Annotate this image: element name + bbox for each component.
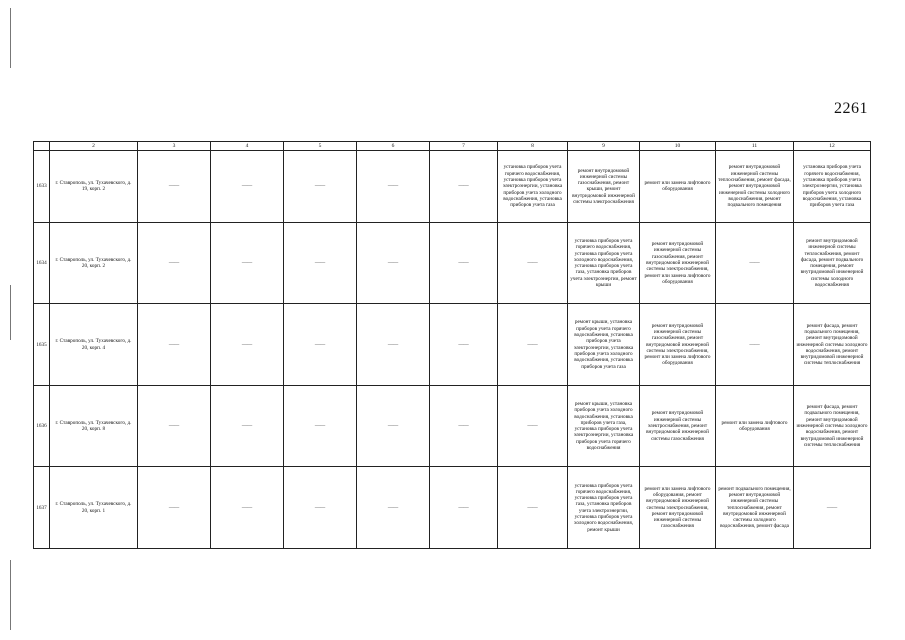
margin-mark-top xyxy=(10,8,11,68)
dash-cell: —— xyxy=(357,467,430,549)
dash-cell: —— xyxy=(211,385,284,467)
works-cell: ремонт внутридомовой инженерной системы газоснабжения, ремонт внутридомовой инженерной системы электроснабжения, ремонт или замена лифтового оборудования xyxy=(640,222,716,304)
row-number: 1637 xyxy=(34,467,50,549)
works-cell: ремонт крыши, установка приборов учета холодного водоснабжения, установка приборов учета газа, установка приборов учета электроэнергии, установка приборов учета горячего водоснабжения xyxy=(568,385,640,467)
dash-cell: —— xyxy=(498,385,568,467)
dash-cell: —— xyxy=(211,151,284,223)
dash-cell: —— xyxy=(138,222,211,304)
col-header-4: 4 xyxy=(211,142,284,151)
address-cell: г. Ставрополь, ул. Тухачевского, д. 20, корп. 2 xyxy=(50,222,138,304)
dash-cell: —— xyxy=(284,304,357,386)
works-cell: установка приборов учета горячего водоснабжения, установка приборов учета электроэнергии, установка приборов учета холодного водоснабжения, установка приборов учета газа xyxy=(498,151,568,223)
dash-cell: —— xyxy=(284,467,357,549)
works-cell: ремонт внутридомовой инженерной системы газоснабжения, ремонт крыши, ремонт внутридомовой инженерной системы электроснабжения xyxy=(568,151,640,223)
works-cell: ремонт внутридомовой инженерной системы электроснабжения, ремонт внутридомовой инженерной системы газоснабжения xyxy=(640,385,716,467)
works-cell: ремонт внутридомовой инженерной системы газоснабжения, ремонт внутридомовой инженерной системы электроснабжения, ремонт или замена лифтового оборудования xyxy=(640,304,716,386)
table-row xyxy=(34,304,871,386)
dash-cell: —— xyxy=(211,222,284,304)
row-number: 1634 xyxy=(34,222,50,304)
dash-cell: —— xyxy=(430,304,498,386)
works-cell: ремонт фасада, ремонт подвального помещения, ремонт внутридомовой инженерной системы холодного водоснабжения, ремонт внутридомовой инженерной системы теплоснабжения xyxy=(794,385,871,467)
dash-cell: —— xyxy=(430,151,498,223)
dash-cell: —— xyxy=(430,385,498,467)
dash-cell: —— xyxy=(716,304,794,386)
works-cell: ремонт или замена лифтового оборудования xyxy=(640,151,716,223)
dash-cell: —— xyxy=(138,385,211,467)
col-header-8: 8 xyxy=(498,142,568,151)
works-cell: установка приборов учета горячего водоснабжения, установка приборов учета газа, установка приборов учета электроэнергии, установка приборов учета холодного водоснабжения, ремонт крыши xyxy=(568,467,640,549)
dash-cell: —— xyxy=(284,385,357,467)
col-header-10: 10 xyxy=(640,142,716,151)
dash-cell: —— xyxy=(138,304,211,386)
works-cell: ремонт подвального помещения, ремонт внутридомовой инженерной системы теплоснабжения, ремонт внутридомовой инженерной системы холодного водоснабжения, ремонт фасада xyxy=(716,467,794,549)
header-row xyxy=(34,142,871,151)
dash-cell: —— xyxy=(211,304,284,386)
page-number: 2261 xyxy=(834,100,868,117)
works-cell: ремонт внутридомовой инженерной системы теплоснабжения, ремонт фасада, ремонт подвального помещения, ремонт внутридомовой инженерной системы холодного водоснабжения xyxy=(794,222,871,304)
dash-cell: —— xyxy=(498,304,568,386)
margin-mark-middle xyxy=(10,285,11,340)
works-cell: ремонт или замена лифтового оборудования xyxy=(716,385,794,467)
col-header-7: 7 xyxy=(430,142,498,151)
dash-cell: —— xyxy=(498,222,568,304)
works-cell: установка приборов учета горячего водоснабжения, установка приборов учета холодного водоснабжения, установка приборов учета газа, установка приборов учета электроэнергии, ремонт крыши xyxy=(568,222,640,304)
dash-cell: —— xyxy=(284,151,357,223)
dash-cell: —— xyxy=(357,151,430,223)
col-header-1 xyxy=(34,142,50,151)
col-header-6: 6 xyxy=(357,142,430,151)
repair-schedule-table xyxy=(33,141,871,549)
address-cell: г. Ставрополь, ул. Тухачевского, д. 20, корп. 8 xyxy=(50,385,138,467)
address-cell: г. Ставрополь, ул. Тухачевского, д. 20, корп. 4 xyxy=(50,304,138,386)
dash-cell: —— xyxy=(138,467,211,549)
col-header-12: 12 xyxy=(794,142,871,151)
dash-cell: —— xyxy=(284,222,357,304)
col-header-9: 9 xyxy=(568,142,640,151)
address-cell: г. Ставрополь, ул. Тухачевского, д. 19, корп. 2 xyxy=(50,151,138,223)
dash-cell: —— xyxy=(430,222,498,304)
col-header-2: 2 xyxy=(50,142,138,151)
margin-mark-bottom xyxy=(10,560,11,630)
dash-cell: —— xyxy=(716,222,794,304)
dash-cell: —— xyxy=(357,222,430,304)
row-number: 1633 xyxy=(34,151,50,223)
table-row xyxy=(34,467,871,549)
works-cell: ремонт фасада, ремонт подвального помещения, ремонт внутридомовой инженерной системы холодного водоснабжения, ремонт внутридомовой инженерной системы теплоснабжения xyxy=(794,304,871,386)
dash-cell: —— xyxy=(430,467,498,549)
dash-cell: —— xyxy=(357,385,430,467)
works-cell: ремонт крыши, установка приборов учета горячего водоснабжения, установка приборов учета электроэнергии, установка приборов учета холодного водоснабжения, установка приборов учета газа xyxy=(568,304,640,386)
row-number: 1636 xyxy=(34,385,50,467)
table-row xyxy=(34,151,871,223)
dash-cell: —— xyxy=(138,151,211,223)
works-cell: ремонт внутридомовой инженерной системы теплоснабжения, ремонт фасада, ремонт внутридомовой инженерной системы холодного водоснабжения, ремонт подвального помещения xyxy=(716,151,794,223)
row-number: 1635 xyxy=(34,304,50,386)
works-cell: установка приборов учета горячего водоснабжения, установка приборов учета электроэнергии, установка приборов учета холодного водоснабжения, установка приборов учета газа xyxy=(794,151,871,223)
dash-cell: —— xyxy=(794,467,871,549)
col-header-5: 5 xyxy=(284,142,357,151)
table-row xyxy=(34,385,871,467)
col-header-3: 3 xyxy=(138,142,211,151)
table-row xyxy=(34,222,871,304)
col-header-11: 11 xyxy=(716,142,794,151)
works-cell: ремонт или замена лифтового оборудования, ремонт внутридомовой инженерной системы электроснабжения, ремонт внутридомовой инженерной системы газоснабжения xyxy=(640,467,716,549)
dash-cell: —— xyxy=(211,467,284,549)
address-cell: г. Ставрополь, ул. Тухачевского, д. 20, корп. 1 xyxy=(50,467,138,549)
dash-cell: —— xyxy=(357,304,430,386)
dash-cell: —— xyxy=(498,467,568,549)
